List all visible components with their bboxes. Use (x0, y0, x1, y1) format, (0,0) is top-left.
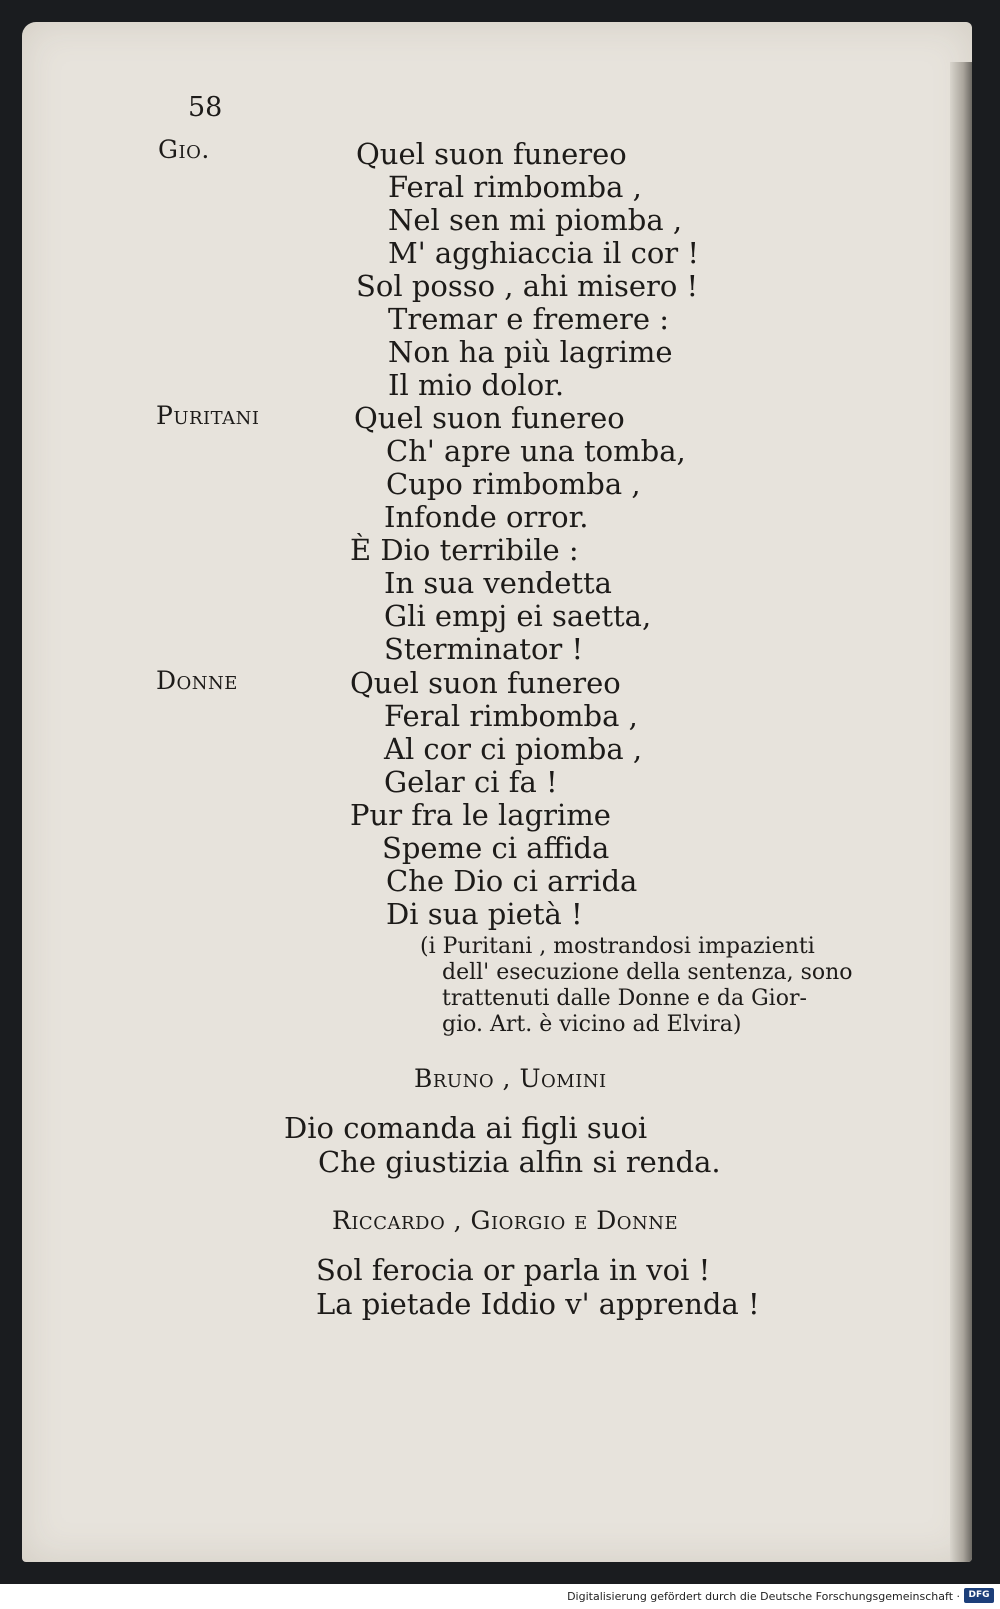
dfg-logo: DFG (964, 1588, 994, 1603)
verse-line: Quel suon funereo (354, 401, 625, 435)
verse-line: Non ha più lagrime (388, 335, 673, 369)
verse-line: Dio comanda ai figli suoi (284, 1111, 648, 1145)
stage-direction-line: gio. Art. è vicino ad Elvira) (442, 1012, 742, 1037)
speaker-puritani: Puritani (156, 401, 260, 430)
verse-line: Ch' apre una tomba, (386, 434, 686, 468)
verse-line: Gelar ci fa ! (384, 765, 558, 799)
verse-line: È Dio terribile : (350, 533, 579, 567)
verse-line: Infonde orror. (384, 500, 589, 534)
verse-line: Il mio dolor. (388, 368, 565, 402)
verse-line: La pietade Iddio v' apprenda ! (316, 1287, 760, 1321)
speaker-donne: Donne (156, 666, 238, 695)
stage-direction-line: dell' esecuzione della sentenza, sono (442, 960, 853, 985)
verse-line: Pur fra le lagrime (350, 798, 611, 832)
verse-line: Feral rimbomba , (388, 170, 642, 204)
speaker-bruno-uomini: Bruno , Uomini (414, 1064, 607, 1093)
page-spine-shadow (950, 62, 972, 1562)
verse-line: Che giustizia alfin si renda. (318, 1145, 721, 1179)
digitization-footer (0, 1584, 1000, 1609)
speaker-riccardo-giorgio-donne: Riccardo , Giorgio e Donne (332, 1206, 679, 1235)
footer-text: Digitalisierung gefördert durch die Deutsche Forschungsgemeinschaft · (567, 1590, 960, 1603)
verse-line: Sol ferocia or parla in voi ! (316, 1253, 711, 1287)
verse-line: Che Dio ci arrida (386, 864, 638, 898)
page-number: 58 (188, 92, 223, 123)
speaker-gio: Gio. (158, 135, 210, 164)
verse-line: Speme ci affida (382, 831, 610, 865)
verse-line: Al cor ci piomba , (384, 732, 643, 766)
verse-line: Quel suon funereo (350, 666, 621, 700)
verse-line: In sua vendetta (384, 566, 612, 600)
verse-line: Gli empj ei saetta, (384, 599, 652, 633)
verse-line: Sol posso , ahi misero ! (356, 269, 699, 303)
verse-line: Di sua pietà ! (386, 897, 583, 931)
verse-line: Feral rimbomba , (384, 699, 638, 733)
verse-line: Tremar e fremere : (388, 302, 670, 336)
verse-line: M' agghiaccia il cor ! (388, 236, 700, 270)
stage-direction-line: (i Puritani , mostrandosi impazienti (420, 934, 815, 959)
verse-line: Quel suon funereo (356, 137, 627, 171)
verse-line: Sterminator ! (384, 632, 584, 666)
verse-line: Nel sen mi piomba , (388, 203, 683, 237)
stage-direction-line: trattenuti dalle Donne e da Gior- (442, 986, 807, 1011)
book-page (22, 22, 972, 1562)
verse-line: Cupo rimbomba , (386, 467, 641, 501)
